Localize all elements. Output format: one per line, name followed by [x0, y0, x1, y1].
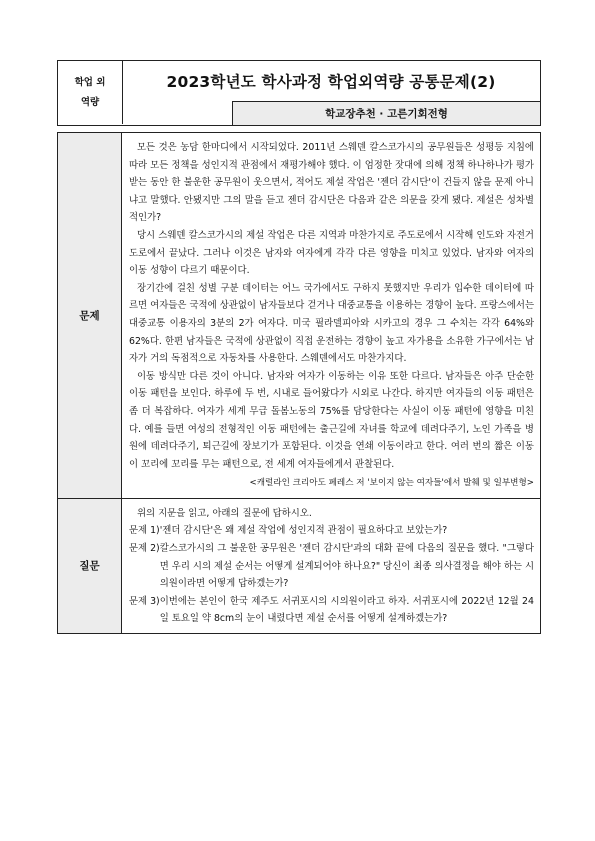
- document-title: 2023학년도 학사과정 학업외역량 공통문제(2): [166, 73, 496, 91]
- question-number: 문제 1): [129, 525, 160, 537]
- passage-paragraph: 당시 스웨덴 칼스코가시의 제설 작업은 다른 지역과 마찬가지로 주도로에서 시작해 인도와 자전거도로에서 끝났다. 그러나 이것은 남자와 여자에게 각각 다른 영향을 미치고 있었다. 남자와 여자의 이동 성향이 다르기 때문이다.: [129, 229, 534, 277]
- question-row: [58, 498, 540, 633]
- problem-label: 문제: [58, 133, 122, 498]
- question-item: [129, 540, 534, 593]
- passage-paragraph: 모든 것은 농담 한마디에서 시작되었다. 2011년 스웨덴 칼스코가시의 공무원들은 성평등 지침에 따라 모든 정책을 성인지적 관점에서 재평가해야 했다. 이 엄정한 잣대에 의해 정책 하나하나가 평가받는 동안 한 불운한 공무원이 웃으면서, 적어도 제설 작업은 '젠더 감시단'이 건들지 않을 문제 아니냐고 말했다. 안됐지만 그의 말을 듣고 젠더 감시단은 다음과 같은 의문을 갖게 됐다. 제설은 성차별적인가?: [129, 142, 534, 224]
- question-text: 이번에는 본인이 한국 제주도 서귀포시의 시의원이라고 하자. 서귀포시에 2022년 12월 24일 토요일 약 8cm의 눈이 내렸다면 제설 순서를 어떻게 설계하겠는가?: [159, 595, 534, 625]
- question-number: 문제 3): [129, 595, 160, 607]
- question-list: [122, 499, 540, 633]
- category-line-1: 학업 외: [74, 76, 106, 88]
- category-cell: [58, 61, 123, 124]
- category-line-2: 역량: [80, 96, 100, 108]
- question-text: '젠더 감시단'은 왜 제설 작업에 성인지적 관점이 필요하다고 보았는가?: [159, 525, 448, 537]
- problem-row: [58, 133, 540, 498]
- document-header: [57, 60, 541, 126]
- admission-track-subtitle: 학교장추천 · 고른기회전형: [232, 101, 540, 125]
- question-label: 질문: [58, 499, 122, 633]
- problem-passage: [122, 133, 540, 498]
- question-item: [129, 593, 534, 628]
- passage-paragraph: 장기간에 걸친 성별 구분 데이터는 어느 국가에서도 구하지 못했지만 우리가 입수한 데이터에 따르면 여자들은 국적에 상관없이 남자들보다 걷거나 대중교통을 이용하는 경향이 높다. 프랑스에서는 대중교통 이용자의 3분의 2가 여자다. 미국 필라델피아와 시카고의 경우 그 수치는 각각 64%와 62%다. 한편 남자들은 국적에 상관없이 직접 운전하는 경향이 높고 자가용을 소유한 가구에서는 남자가 거의 독점적으로 자동차를 사용한다. 스웨덴에서도 마찬가지다.: [129, 282, 534, 365]
- question-item: [129, 522, 534, 540]
- exam-table: [57, 132, 541, 634]
- source-citation: <캐럴라인 크리아도 페레스 저 '보이지 않는 여자들'에서 발췌 및 일부변형>: [249, 478, 534, 489]
- question-intro: 위의 지문을 읽고, 아래의 질문에 답하시오.: [137, 507, 312, 519]
- exam-page: [57, 60, 541, 625]
- passage-paragraph: 이동 방식만 다른 것이 아니다. 남자와 여자가 이동하는 이유 또한 다르다. 남자들은 아주 단순한 이동 패턴을 보인다. 하루에 두 번, 시내로 들어왔다가 시외로 나간다. 하지만 여자들의 이동 패턴은 좀 더 복잡하다. 여자가 세계 무급 돌봄노동의 75%를 담당한다는 사실이 이동 패턴에 영향을 미친다. 예를 들면 여성의 전형적인 이동 패턴에는 출근길에 자녀를 학교에 데려다주기, 노인 가족을 병원에 데려다주기, 퇴근길에 장보기가 포함된다. 이것을 연쇄 이동이라고 한다. 여러 번의 짧은 이동이 꼬리에 꼬리를 무는 패턴으로, 전 세계 여자들에게서 관찰된다.: [129, 370, 534, 470]
- question-text: 칼스코가시의 그 불운한 공무원은 '젠더 감시단'과의 대화 끝에 다음의 질문을 했다. "그렇다면 우리 시의 제설 순서는 어떻게 설계되어야 하나요?" 당신이 최종 의사결정을 해야 하는 시의원이라면 어떻게 답하겠는가?: [159, 543, 534, 590]
- question-number: 문제 2): [129, 543, 160, 555]
